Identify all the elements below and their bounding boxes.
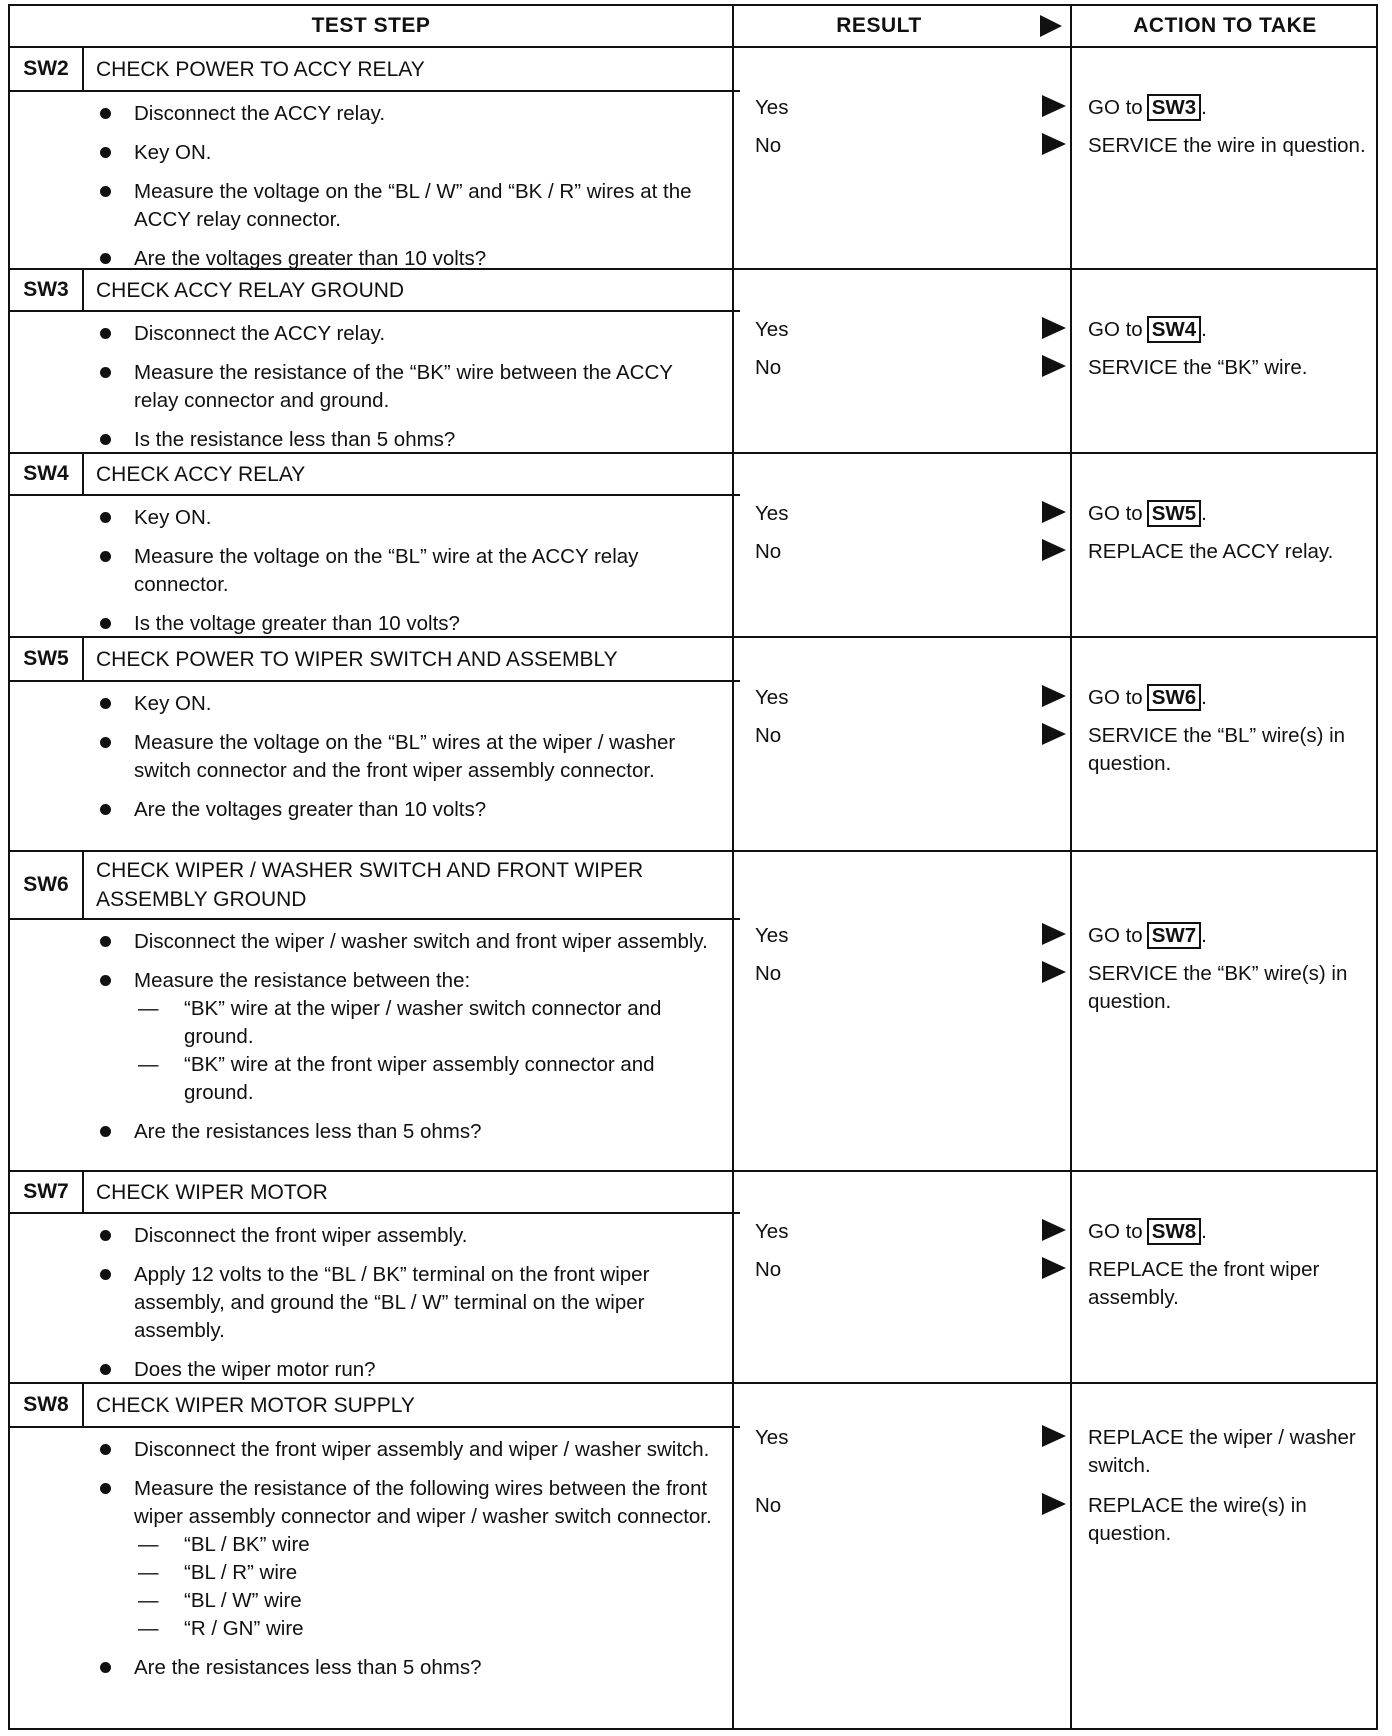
action-no: SERVICE the “BK” wire. [1088,356,1308,379]
step-ref-link[interactable]: SW7 [1147,922,1201,949]
sub-list [134,1531,720,1643]
step-ref-link[interactable]: SW3 [1147,94,1201,121]
result-yes: Yes [755,686,789,709]
bullet-item: Measure the resistance of the following wires between the front wiper assembly connector and wiper / washer switch connector. — “BL / BK” wire — “BL / R” wire — “BL / W” wire — “R / GN” wire [10,1475,740,1643]
step-title: CHECK WIPER / WASHER SWITCH AND FRONT WIPER ASSEMBLY GROUND [96,859,644,911]
step-ref-link[interactable]: SW6 [1147,684,1201,711]
bullet-item: Disconnect the ACCY relay. [10,100,740,128]
no-arrow-icon [1042,133,1066,155]
step-header [10,454,740,496]
step-header [10,270,740,312]
bullet-item: Measure the voltage on the “BL” wire at the ACCY relay connector. [10,543,740,599]
result-yes: Yes [755,502,789,525]
step-id: SW2 [10,48,84,90]
sub-item: — “BL / R” wire [138,1561,298,1584]
action-no: REPLACE the ACCY relay. [1088,540,1334,563]
step-row-sw5 [10,638,1376,852]
step-bullets [10,928,740,1157]
result-yes: Yes [755,1220,789,1243]
step-id: SW3 [10,270,84,310]
step-id: SW5 [10,638,84,680]
table-header [10,6,1376,48]
action-no: REPLACE the front wiper assembly. [1088,1258,1320,1309]
result-no: No [755,962,782,985]
bullet-item: Is the voltage greater than 10 volts? [10,610,740,638]
yes-arrow-icon [1042,923,1066,945]
step-row-sw6 [10,852,1376,1172]
step-bullets [10,100,740,284]
bullet-item: Disconnect the front wiper assembly. [10,1222,740,1250]
action-yes: GO to SW3 . [1088,96,1207,119]
no-arrow-icon [1042,1257,1066,1279]
result-no: No [755,540,782,563]
bullet-item: Key ON. [10,504,740,532]
bullet-item: Measure the resistance of the “BK” wire between the ACCY relay connector and ground. [10,359,740,415]
action-yes: REPLACE the wiper / washer switch. [1088,1426,1356,1477]
bullet-item: Apply 12 volts to the “BL / BK” terminal on the front wiper assembly, and ground the “BL / W” terminal on the wiper assembly. [10,1261,740,1345]
no-arrow-icon [1042,355,1066,377]
bullet-item: Disconnect the ACCY relay. [10,320,740,348]
result-no: No [755,1258,782,1281]
step-row-sw8 [10,1384,1376,1728]
step-header [10,48,740,92]
yes-arrow-icon [1042,1425,1066,1447]
sub-item: — “BK” wire at the front wiper assembly connector and ground. [138,1053,655,1104]
step-id: SW7 [10,1172,84,1212]
result-no: No [755,134,782,157]
sub-item: — “BL / W” wire [138,1589,302,1612]
yes-arrow-icon [1042,95,1066,117]
step-bullets [10,320,740,465]
step-header [10,638,740,682]
diagnostic-table [8,4,1378,1730]
result-no: No [755,724,782,747]
result-no: No [755,1494,782,1517]
bullet-item: Are the resistances less than 5 ohms? [10,1654,740,1682]
step-header [10,852,740,920]
bullet-item: Are the voltages greater than 10 volts? [10,245,740,273]
step-title: CHECK POWER TO WIPER SWITCH AND ASSEMBLY [96,647,618,671]
result-yes: Yes [755,318,789,341]
bullet-item: Measure the voltage on the “BL” wires at the wiper / washer switch connector and the front wiper assembly connector. [10,729,740,785]
bullet-item: Key ON. [10,139,740,167]
step-row-sw2 [10,48,1376,270]
action-no: SERVICE the “BL” wire(s) in question. [1088,724,1346,775]
step-id: SW6 [10,852,84,918]
bullet-item: Measure the voltage on the “BL / W” and “BK / R” wires at the ACCY relay connector. [10,178,740,234]
step-id: SW4 [10,454,84,494]
header-result: RESULT [836,14,922,37]
step-bullets [10,1222,740,1395]
step-ref-link[interactable]: SW8 [1147,1218,1201,1245]
action-no: SERVICE the “BK” wire(s) in question. [1088,962,1348,1013]
bullet-item: Are the voltages greater than 10 volts? [10,796,740,824]
step-title: CHECK WIPER MOTOR [96,1180,328,1204]
no-arrow-icon [1042,1493,1066,1515]
action-no: SERVICE the wire in question. [1088,134,1366,157]
bullet-item: Key ON. [10,690,740,718]
action-yes: GO to SW5 . [1088,502,1207,525]
step-ref-link[interactable]: SW5 [1147,500,1201,527]
action-no: REPLACE the wire(s) in question. [1088,1494,1307,1545]
sub-item: — “R / GN” wire [138,1617,304,1640]
yes-arrow-icon [1042,685,1066,707]
step-bullets [10,690,740,835]
header-test-step: TEST STEP [311,14,431,37]
no-arrow-icon [1042,539,1066,561]
result-yes: Yes [755,924,789,947]
sub-list [134,995,720,1107]
step-header [10,1172,740,1214]
step-bullets [10,504,740,649]
header-arrow-icon [1040,15,1062,37]
header-action: ACTION TO TAKE [1133,14,1317,37]
yes-arrow-icon [1042,501,1066,523]
bullet-item: Disconnect the wiper / washer switch and front wiper assembly. [10,928,740,956]
action-yes: GO to SW4 . [1088,318,1207,341]
step-title: CHECK ACCY RELAY [96,462,306,486]
result-no: No [755,356,782,379]
action-yes: GO to SW6 . [1088,686,1207,709]
bullet-item: Is the resistance less than 5 ohms? [10,426,740,454]
bullet-item: Does the wiper motor run? [10,1356,740,1384]
action-yes: GO to SW8 . [1088,1220,1207,1243]
step-title: CHECK ACCY RELAY GROUND [96,278,405,302]
step-row-sw3 [10,270,1376,454]
no-arrow-icon [1042,723,1066,745]
step-row-sw7 [10,1172,1376,1384]
sub-item: — “BL / BK” wire [138,1533,310,1556]
no-arrow-icon [1042,961,1066,983]
sub-item: — “BK” wire at the wiper / washer switch connector and ground. [138,997,662,1048]
step-bullets [10,1436,740,1693]
bullet-item: Disconnect the front wiper assembly and wiper / washer switch. [10,1436,740,1464]
step-row-sw4 [10,454,1376,638]
step-title: CHECK POWER TO ACCY RELAY [96,57,425,81]
step-title: CHECK WIPER MOTOR SUPPLY [96,1393,415,1417]
step-id: SW8 [10,1384,84,1426]
result-yes: Yes [755,96,789,119]
step-header [10,1384,740,1428]
yes-arrow-icon [1042,1219,1066,1241]
step-ref-link[interactable]: SW4 [1147,316,1201,343]
action-yes: GO to SW7 . [1088,924,1207,947]
result-yes: Yes [755,1426,789,1449]
bullet-item: Are the resistances less than 5 ohms? [10,1118,740,1146]
yes-arrow-icon [1042,317,1066,339]
bullet-item: Measure the resistance between the: — “BK” wire at the wiper / washer switch connector and ground. — “BK” wire at the front wiper assembly connector and ground. [10,967,740,1107]
